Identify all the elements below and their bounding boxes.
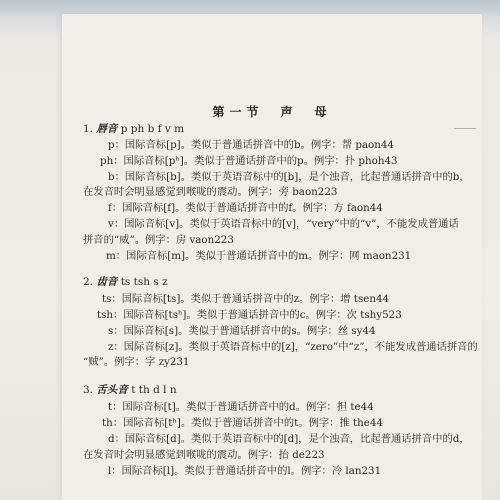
entry-line: 拼音的“威”。例字：房 vaon223	[83, 234, 234, 246]
entry-line: f：国际音标[f]。类似于普通话拼音中的f。例字：方 faon44	[108, 202, 383, 214]
entry-line: b：国际音标[b]。类似于英语音标中的[b]，是个浊音，比起普通话拼音中的b，	[108, 171, 470, 183]
entry-line: z：国际音标[z]。类似于英语音标中的[z]，“zero”中“z”，不能发成普通话拼音的	[108, 341, 478, 353]
group-category: 齿音	[96, 276, 118, 288]
group-heading-tongue-tip: 3. 舌头音 t th d l n	[83, 384, 177, 396]
entry-line: “贼”。例字：字 zy231	[83, 356, 190, 368]
entry-line: ts：国际音标[ts]。类似于普通话拼音中的z。例字：增 tsen44	[102, 293, 390, 305]
book-page	[62, 14, 482, 500]
entry-line: s：国际音标[s]。类似于普通话拼音中的s。例字：丝 sy44	[108, 325, 376, 337]
entry-line: th：国际音标[tʰ]。类似于普通话拼音中的t。例字：推 the44	[102, 417, 384, 429]
entry-line: l：国际音标[l]。类似于普通话拼音中的l。例字：冷 lan231	[108, 465, 382, 477]
group-initials: t th d l n	[131, 384, 177, 396]
entry-line: m：国际音标[m]。类似于普通话拼音中的m。例字：网 maon231	[106, 250, 412, 262]
group-initials: ts tsh s z	[120, 276, 168, 288]
entry-line: 在发音时会明显感觉到喉咙的震动。例字：旁 baon223	[83, 186, 338, 198]
group-category: 唇音	[96, 123, 118, 135]
entry-line: tsh：国际音标[tsʰ]。类似于普通话拼音中的c。例字：次 tshy523	[97, 309, 402, 321]
margin-mark	[454, 128, 476, 129]
group-category: 舌头音	[96, 384, 128, 396]
group-initials: p ph b f v m	[120, 123, 185, 135]
group-heading-sibilants: 2. 齿音 ts tsh s z	[83, 276, 168, 288]
entry-line: 在发音时会明显感觉到喉咙的震动。例字：抬 de223	[83, 449, 325, 461]
group-heading-labials: 1. 唇音 p ph b f v m	[83, 123, 185, 135]
entry-line: p：国际音标[p]。类似于普通话拼音中的b。例字：帮 paon44	[108, 139, 394, 151]
entry-line: d：国际音标[d]。类似于英语音标中的[d]，是个浊音，比起普通话拼音中的d，	[108, 433, 470, 445]
entry-line: v：国际音标[v]。类似于英语音标中的[v]，“very”中的“v”，不能发成普通话	[108, 218, 459, 230]
entry-line: ph：国际音标[pʰ]。类似于普通话拼音中的p。例字：扑 phoh43	[100, 155, 398, 167]
entry-line: t：国际音标[t]。类似于普通话拼音中的d。例字：担 te44	[108, 401, 374, 413]
section-title: 第一节 声 母	[212, 105, 332, 119]
